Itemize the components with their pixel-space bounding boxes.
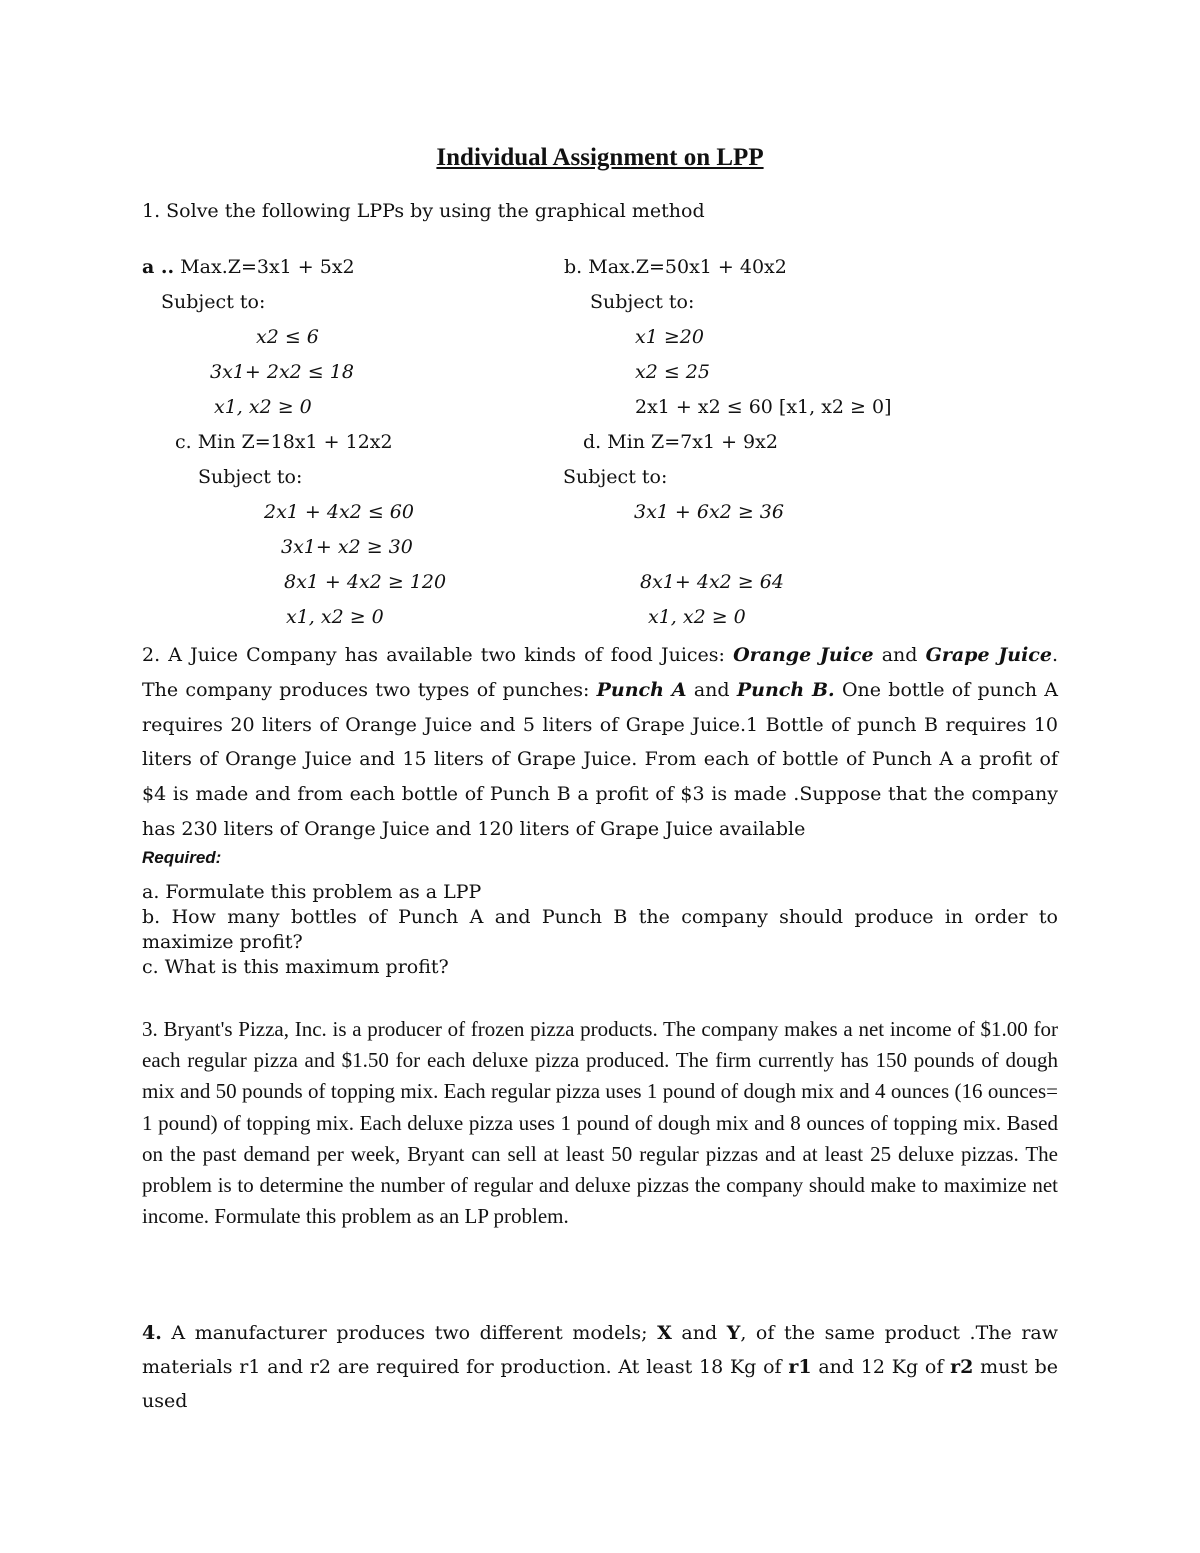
q1c-constraint-3: 8x1 + 4x2 ≥ 120 (284, 571, 447, 593)
q1b-constraint-2: x2 ≤ 25 (635, 361, 710, 383)
q1-intro: 1. Solve the following LPPs by using the graphical method (142, 200, 705, 222)
q1b-objective: b. Max.Z=50x1 + 40x2 (564, 256, 787, 278)
q1d-constraint-1: 3x1 + 6x2 ≥ 36 (634, 501, 784, 523)
q1a-subject: Subject to: (161, 291, 266, 313)
q1b-constraint-1: x1 ≥20 (635, 326, 704, 348)
q1b-subject: Subject to: (590, 291, 695, 313)
q3-paragraph: 3. Bryant's Pizza, Inc. is a producer of frozen pizza products. The company makes a net income of $1.00 for each regular pizza and $1.50 for each deluxe pizza produced. The firm currently has 150 pounds of dough mix and 50 pounds of topping mix. Each regular pizza uses 1 pound of dough mix and 4 ounces (16 ounces= 1 pound) of topping mix. Each deluxe pizza uses 1 pound of dough mix and 8 ounces of topping mix. Based on the past demand per week, Bryant can sell at least 50 regular pizzas and at least 25 deluxe pizzas. The problem is to determine the number of regular and deluxe pizzas the company should make to maximize net income. Formulate this problem as an LP problem. (142, 1017, 1058, 1229)
q2-text-3: . The company produces two types of punches: (142, 644, 1059, 701)
q2-orange-juice: Orange Juice (733, 644, 874, 666)
q1a-objective-text: Max.Z=3x1 + 5x2 (180, 256, 355, 278)
q2-punch-a: Punch A (596, 678, 687, 701)
q4-text-3: , of the same product .The raw materials r1 and r2 are required for production. At least 18 Kg of (142, 1322, 1058, 1378)
q4-model-x: X (657, 1322, 672, 1344)
q2-text-1: 2. A Juice Company has available two kinds of food Juices: (142, 644, 734, 666)
q4-text-4: and 12 Kg of (811, 1356, 951, 1378)
q1d-objective: d. Min Z=7x1 + 9x2 (583, 431, 778, 453)
q1a-objective (142, 255, 355, 279)
q4-model-y: Y (726, 1322, 741, 1344)
q4-text-2: and (671, 1322, 727, 1344)
q4-r1: r1 (788, 1356, 812, 1378)
q2-text-2: and (873, 644, 926, 666)
q2-punch-b: Punch B. (736, 678, 835, 701)
q1a-constraint-3: x1, x2 ≥ 0 (214, 396, 312, 418)
q2-text-4: and (686, 678, 737, 701)
page-title: Individual Assignment on LPP (436, 144, 764, 171)
q1b-constraint-3: 2x1 + x2 ≤ 60 [x1, x2 ≥ 0] (635, 396, 892, 418)
q2-required-a: a. Formulate this problem as a LPP (142, 881, 482, 903)
q1a-constraint-2: 3x1+ 2x2 ≤ 18 (210, 361, 354, 383)
q1d-subject: Subject to: (563, 466, 668, 488)
q4-r2: r2 (950, 1356, 974, 1378)
q4-text-5: must be used (142, 1356, 1058, 1412)
q2-required-heading: Required: (142, 848, 222, 867)
q2-paragraph (142, 638, 1058, 847)
q2-text-5: One bottle of punch A requires 20 liters of Orange Juice and 5 liters of Grape Juice.1 Bottle of punch B requires 10 liters of Orange Juice and 15 liters of Grape Juice. From each of bottle of Punch A a profit of $4 is made and from each bottle of Punch B a profit of $3 is made .Suppose that the company has 230 liters of Orange Juice and 120 liters of Grape Juice available (142, 678, 1059, 840)
q1d-constraint-3: x1, x2 ≥ 0 (648, 606, 746, 628)
q1c-subject: Subject to: (198, 466, 303, 488)
q1a-label: a .. (142, 256, 175, 278)
q1c-constraint-2: 3x1+ x2 ≥ 30 (281, 536, 413, 558)
q2-required-b: b. How many bottles of Punch A and Punch B the company should produce in order to maximize profit? (142, 906, 1058, 953)
q1c-constraint-1: 2x1 + 4x2 ≤ 60 (264, 501, 414, 523)
q2-required-c: c. What is this maximum profit? (142, 956, 449, 978)
q2-grape-juice: Grape Juice (925, 644, 1052, 666)
q1c-constraint-4: x1, x2 ≥ 0 (286, 606, 384, 628)
q1d-constraint-2: 8x1+ 4x2 ≥ 64 (640, 571, 784, 593)
q1c-objective: c. Min Z=18x1 + 12x2 (175, 431, 393, 453)
q4-paragraph (142, 1316, 1058, 1418)
q4-number: 4. (142, 1322, 162, 1344)
q1a-constraint-1: x2 ≤ 6 (256, 326, 319, 348)
q4-text-1: A manufacturer produces two different models; (161, 1322, 658, 1344)
q2-required-list (142, 880, 1058, 980)
